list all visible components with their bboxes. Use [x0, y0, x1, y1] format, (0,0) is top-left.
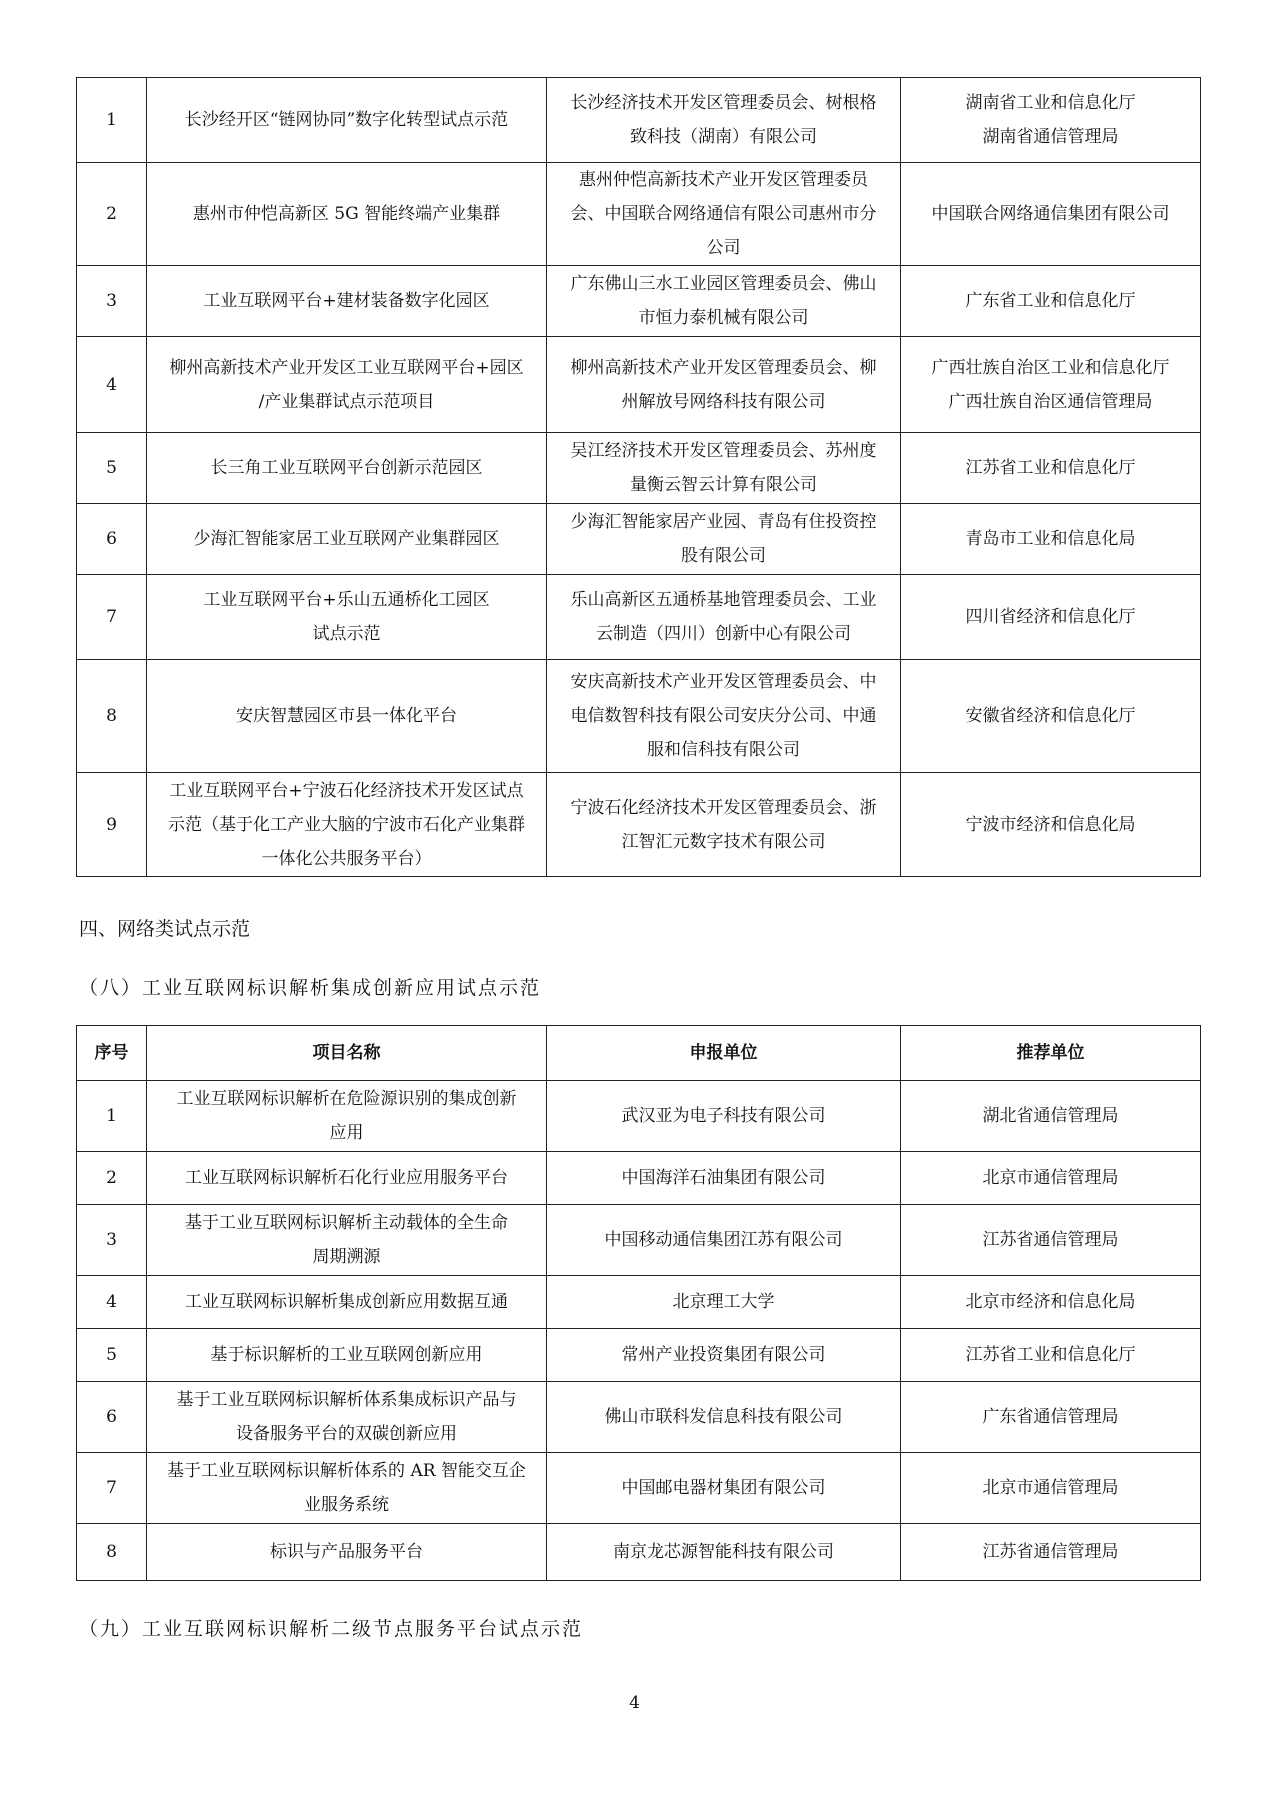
cell-line: 江苏省通信管理局: [982, 1230, 1119, 1250]
cell-line: 江苏省工业和信息化厅: [965, 458, 1136, 478]
recommender-cell: [901, 78, 1201, 163]
cell-line: 公司: [706, 238, 741, 258]
table-row: [77, 773, 1201, 877]
page-number: 4: [629, 1693, 640, 1713]
header-recommender: 推荐单位: [901, 1026, 1201, 1081]
cell-line: 武汉亚为电子科技有限公司: [621, 1106, 826, 1126]
row-number: 7: [77, 1453, 147, 1524]
table-row: [77, 660, 1201, 773]
cell-line: 电信数智科技有限公司安庆分公司、中通: [570, 706, 877, 726]
table-row: [77, 433, 1201, 504]
cell-line: 周期溯源: [312, 1247, 381, 1267]
row-number: 8: [77, 660, 147, 773]
cell-line: 佛山市联科发信息科技有限公司: [604, 1407, 843, 1427]
cell-line: 柳州高新技术产业开发区管理委员会、柳: [570, 357, 877, 378]
recommender-cell: [901, 1453, 1201, 1524]
row-number: 5: [77, 433, 147, 504]
table-row: [77, 163, 1201, 266]
cell-line: 吴江经济技术开发区管理委员会、苏州度: [570, 441, 877, 461]
project-name-cell: [147, 773, 547, 877]
table-row: [77, 337, 1201, 433]
applicant-cell: [547, 575, 901, 660]
cell-line: 股有限公司: [681, 546, 766, 566]
cell-line: 致科技（湖南）有限公司: [630, 127, 817, 147]
cell-line: 州解放号网络科技有限公司: [621, 391, 826, 412]
cell-line: 云制造（四川）创新中心有限公司: [596, 624, 851, 644]
row-number: 2: [77, 1152, 147, 1205]
cell-line: 市恒力泰机械有限公司: [638, 308, 809, 328]
recommender-cell: [901, 1524, 1201, 1581]
applicant-cell: [547, 1453, 901, 1524]
cell-line: 广东佛山三水工业园区管理委员会、佛山: [570, 274, 877, 294]
applicant-cell: [547, 1205, 901, 1276]
project-name-cell: [147, 504, 547, 575]
recommender-cell: [901, 575, 1201, 660]
recommender-cell: [901, 266, 1201, 337]
cell-line: 常州产业投资集团有限公司: [621, 1345, 826, 1365]
project-name-cell: [147, 78, 547, 163]
recommender-cell: [901, 1205, 1201, 1276]
cell-line: 少海汇智能家居工业互联网产业集群园区: [193, 529, 500, 549]
recommender-cell: [901, 433, 1201, 504]
row-number: 6: [77, 1382, 147, 1453]
cell-line: 工业互联网标识解析在危险源识别的集成创新: [176, 1089, 517, 1109]
table-row: [77, 78, 1201, 163]
row-number: 9: [77, 773, 147, 877]
project-name-cell: [147, 1329, 547, 1382]
applicant-cell: [547, 433, 901, 504]
cell-line: 北京市经济和信息化局: [965, 1292, 1136, 1312]
row-number: 3: [77, 266, 147, 337]
cell-line: 试点示范: [312, 624, 381, 644]
cell-line: 工业互联网平台+建材装备数字化园区: [203, 291, 490, 311]
row-number: 5: [77, 1329, 147, 1382]
table-row: [77, 1329, 1201, 1382]
row-number: 1: [77, 1081, 147, 1152]
project-name-cell: [147, 163, 547, 266]
table-row: [77, 1524, 1201, 1581]
row-number: 4: [77, 337, 147, 433]
table-row: [77, 1382, 1201, 1453]
cell-line: 中国联合网络通信集团有限公司: [931, 204, 1170, 224]
project-name-cell: [147, 1152, 547, 1205]
table-row: [77, 1453, 1201, 1524]
applicant-cell: [547, 163, 901, 266]
applicant-cell: [547, 773, 901, 877]
cell-line: 工业互联网平台+宁波石化经济技术开发区试点: [169, 780, 524, 801]
cell-line: 南京龙芯源智能科技有限公司: [613, 1542, 834, 1562]
cell-line: 安庆智慧园区市县一体化平台: [236, 706, 457, 726]
cell-line: 湖南省通信管理局: [982, 127, 1119, 147]
cell-line: 北京市通信管理局: [982, 1478, 1119, 1498]
cell-line: 中国海洋石油集团有限公司: [621, 1168, 826, 1188]
project-name-cell: [147, 433, 547, 504]
cell-line: 基于工业互联网标识解析主动载体的全生命: [185, 1213, 508, 1233]
recommender-cell: [901, 660, 1201, 773]
cell-line: 中国邮电器材集团有限公司: [621, 1478, 826, 1498]
cell-line: 工业互联网标识解析集成创新应用数据互通: [185, 1292, 508, 1312]
cell-line: 中国移动通信集团江苏有限公司: [604, 1230, 843, 1250]
cell-line: 基于工业互联网标识解析体系的 AR 智能交互企: [167, 1461, 526, 1481]
cell-line: 业服务系统: [304, 1495, 389, 1515]
project-name-cell: [147, 575, 547, 660]
cell-line: 青岛市工业和信息化局: [965, 529, 1136, 549]
cell-line: 广西壮族自治区工业和信息化厅: [931, 357, 1170, 378]
project-name-cell: [147, 337, 547, 433]
cell-line: 广西壮族自治区通信管理局: [948, 391, 1153, 412]
cell-line: 长三角工业互联网平台创新示范园区: [210, 458, 483, 478]
applicant-cell: [547, 1329, 901, 1382]
row-number: 4: [77, 1276, 147, 1329]
project-name-cell: [147, 1524, 547, 1581]
cell-line: 广东省通信管理局: [982, 1407, 1119, 1427]
recommender-cell: [901, 337, 1201, 433]
pilot-table-identifier: [76, 1025, 1201, 1581]
cell-line: /产业集群试点示范项目: [258, 391, 435, 412]
project-name-cell: [147, 1276, 547, 1329]
project-name-cell: [147, 660, 547, 773]
applicant-cell: [547, 1152, 901, 1205]
row-number: 8: [77, 1524, 147, 1581]
project-name-cell: [147, 1382, 547, 1453]
cell-line: 惠州市仲恺高新区 5G 智能终端产业集群: [192, 204, 501, 224]
recommender-cell: [901, 773, 1201, 877]
table-row: [77, 1205, 1201, 1276]
section-heading-network: 四、网络类试点示范: [79, 918, 251, 940]
applicant-cell: [547, 337, 901, 433]
cell-line: 长沙经济技术开发区管理委员会、树根格: [570, 93, 877, 113]
cell-line: 示范（基于化工产业大脑的宁波市石化产业集群: [168, 814, 525, 835]
cell-line: 柳州高新技术产业开发区工业互联网平台+园区: [169, 357, 524, 378]
cell-line: 工业互联网平台+乐山五通桥化工园区: [203, 590, 490, 610]
cell-line: 应用: [329, 1123, 364, 1143]
table-row: [77, 1152, 1201, 1205]
cell-line: 量衡云智云计算有限公司: [630, 475, 817, 495]
cell-line: 服和信科技有限公司: [647, 740, 800, 760]
row-number: 2: [77, 163, 147, 266]
cell-line: 标识与产品服务平台: [270, 1542, 423, 1562]
project-name-cell: [147, 1453, 547, 1524]
header-project-name: 项目名称: [147, 1026, 547, 1081]
row-number: 7: [77, 575, 147, 660]
project-name-cell: [147, 1081, 547, 1152]
table-header-row: [77, 1026, 1201, 1081]
applicant-cell: [547, 78, 901, 163]
pilot-table-platform: [76, 77, 1201, 877]
cell-line: 安庆高新技术产业开发区管理委员会、中: [570, 672, 877, 692]
applicant-cell: [547, 1524, 901, 1581]
recommender-cell: [901, 163, 1201, 266]
cell-line: 江苏省工业和信息化厅: [965, 1345, 1136, 1365]
table-row: [77, 1081, 1201, 1152]
cell-line: 惠州仲恺高新技术产业开发区管理委员: [579, 170, 868, 190]
cell-line: 安徽省经济和信息化厅: [965, 706, 1136, 726]
cell-line: 一体化公共服务平台）: [261, 848, 432, 869]
cell-line: 江智汇元数字技术有限公司: [621, 831, 826, 852]
applicant-cell: [547, 660, 901, 773]
applicant-cell: [547, 1081, 901, 1152]
cell-line: 长沙经开区“链网协同”数字化转型试点示范: [184, 110, 509, 130]
recommender-cell: [901, 1152, 1201, 1205]
recommender-cell: [901, 1329, 1201, 1382]
row-number: 1: [77, 78, 147, 163]
table-row: [77, 266, 1201, 337]
recommender-cell: [901, 1081, 1201, 1152]
cell-line: 四川省经济和信息化厅: [965, 607, 1136, 627]
subsection-heading-8: （八）工业互联网标识解析集成创新应用试点示范: [79, 977, 542, 999]
header-no: 序号: [77, 1026, 147, 1081]
row-number: 3: [77, 1205, 147, 1276]
recommender-cell: [901, 1276, 1201, 1329]
applicant-cell: [547, 1276, 901, 1329]
cell-line: 工业互联网标识解析石化行业应用服务平台: [185, 1168, 508, 1188]
applicant-cell: [547, 266, 901, 337]
cell-line: 会、中国联合网络通信有限公司惠州市分: [570, 204, 877, 224]
applicant-cell: [547, 1382, 901, 1453]
cell-line: 基于工业互联网标识解析体系集成标识产品与: [176, 1390, 517, 1410]
cell-line: 宁波石化经济技术开发区管理委员会、浙: [570, 797, 877, 818]
cell-line: 少海汇智能家居产业园、青岛有住投资控: [570, 512, 877, 532]
recommender-cell: [901, 1382, 1201, 1453]
cell-line: 乐山高新区五通桥基地管理委员会、工业: [570, 590, 877, 610]
cell-line: 设备服务平台的双碳创新应用: [236, 1424, 457, 1444]
cell-line: 湖北省通信管理局: [982, 1106, 1119, 1126]
recommender-cell: [901, 504, 1201, 575]
table-row: [77, 1276, 1201, 1329]
cell-line: 湖南省工业和信息化厅: [965, 93, 1136, 113]
header-applicant: 申报单位: [547, 1026, 901, 1081]
cell-line: 广东省工业和信息化厅: [965, 291, 1136, 311]
cell-line: 基于标识解析的工业互联网创新应用: [210, 1345, 483, 1365]
subsection-heading-9: （九）工业互联网标识解析二级节点服务平台试点示范: [79, 1618, 584, 1640]
table-row: [77, 575, 1201, 660]
project-name-cell: [147, 266, 547, 337]
cell-line: 北京理工大学: [672, 1292, 775, 1312]
row-number: 6: [77, 504, 147, 575]
table-row: [77, 504, 1201, 575]
cell-line: 江苏省通信管理局: [982, 1542, 1119, 1562]
cell-line: 北京市通信管理局: [982, 1168, 1119, 1188]
project-name-cell: [147, 1205, 547, 1276]
cell-line: 宁波市经济和信息化局: [965, 814, 1136, 835]
applicant-cell: [547, 504, 901, 575]
